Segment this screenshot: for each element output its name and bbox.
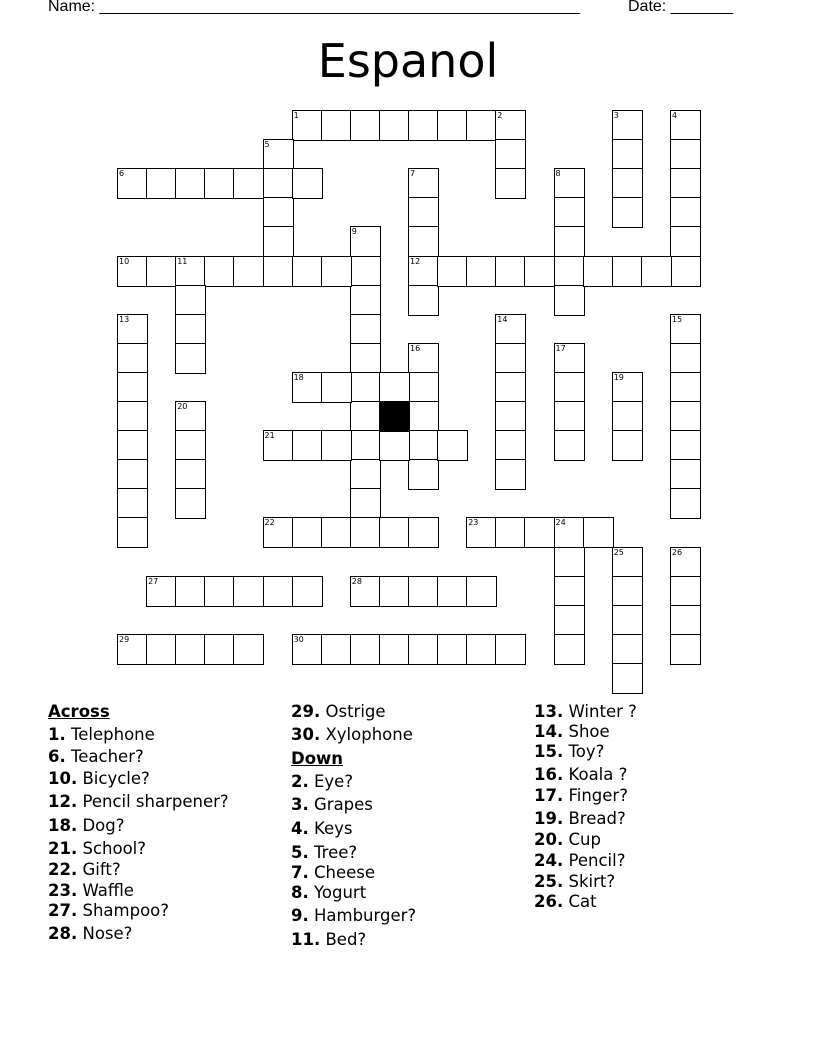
clue-text: Pencil sharpener?	[77, 792, 229, 811]
clue-number-label: 26.	[534, 892, 564, 911]
clue-item	[48, 769, 150, 788]
grid-cell[interactable]	[495, 372, 526, 403]
grid-cell[interactable]	[321, 110, 352, 141]
grid-cell[interactable]	[495, 459, 526, 490]
clue-text: Tree?	[308, 843, 358, 862]
grid-cell[interactable]	[437, 256, 468, 287]
clue-number-label: 7.	[291, 863, 309, 882]
clue-number-label: 18.	[48, 816, 78, 835]
clue-item	[48, 839, 146, 858]
clue-item	[534, 809, 626, 828]
grid-cell[interactable]	[379, 430, 410, 461]
grid-cell[interactable]	[263, 197, 294, 228]
grid-cell[interactable]	[554, 430, 585, 461]
grid-cell[interactable]	[495, 517, 526, 548]
grid-cell[interactable]	[408, 226, 439, 257]
clue-number: 26	[671, 547, 683, 557]
clue-number-label: 29.	[291, 702, 321, 721]
clue-number: 27	[148, 576, 159, 586]
clue-number-label: 2.	[291, 772, 309, 791]
grid-cell[interactable]	[408, 401, 439, 432]
grid-cell[interactable]	[670, 547, 701, 578]
grid-cell[interactable]	[117, 401, 148, 432]
grid-cell[interactable]	[350, 110, 381, 141]
grid-cell[interactable]	[117, 343, 148, 374]
grid-cell[interactable]	[612, 605, 643, 636]
grid-cell[interactable]	[175, 576, 206, 607]
grid-cell[interactable]	[495, 139, 526, 170]
grid-cell[interactable]	[117, 430, 148, 461]
clue-number-label: 11.	[291, 930, 321, 949]
grid-cell[interactable]	[670, 343, 701, 374]
clue-number: 24	[555, 518, 566, 528]
grid-cell[interactable]	[554, 285, 585, 316]
grid-cell[interactable]	[612, 110, 643, 141]
clue-text: Pencil?	[563, 851, 626, 870]
grid-cell[interactable]	[350, 314, 381, 345]
clue-text: Shoe	[563, 722, 610, 741]
clue-item	[291, 863, 375, 882]
grid-cell[interactable]	[175, 459, 206, 490]
clue-number-label: 21.	[48, 839, 78, 858]
grid-cell[interactable]	[524, 517, 555, 548]
grid-cell[interactable]	[554, 605, 585, 636]
grid-cell[interactable]	[292, 110, 323, 141]
grid-cell[interactable]	[117, 168, 148, 199]
grid-cell[interactable]	[495, 314, 526, 345]
clue-number-label: 25.	[534, 872, 564, 891]
grid-cell[interactable]	[670, 226, 701, 257]
grid-cell[interactable]	[408, 197, 439, 228]
grid-cell[interactable]	[321, 430, 352, 461]
clue-text: Grapes	[308, 795, 373, 814]
clue-item	[291, 906, 416, 925]
grid-cell[interactable]	[408, 285, 439, 316]
grid-cell[interactable]	[175, 285, 206, 316]
grid-cell[interactable]	[321, 256, 352, 287]
grid-cell[interactable]	[554, 576, 585, 607]
clue-number: 16	[410, 343, 421, 353]
clue-number: 10	[119, 256, 130, 266]
clue-text: Dog?	[77, 816, 125, 835]
grid-cell[interactable]	[175, 488, 206, 519]
clue-number: 1	[293, 111, 299, 120]
grid-cell[interactable]	[670, 139, 701, 170]
grid-cell[interactable]	[350, 343, 381, 374]
grid-cell[interactable]	[670, 256, 701, 287]
clue-text: Bread?	[563, 809, 626, 828]
clue-number: 9	[351, 227, 357, 237]
grid-cell[interactable]	[612, 168, 643, 199]
grid-cell[interactable]	[321, 372, 352, 403]
grid-cell[interactable]	[292, 576, 323, 607]
grid-cell[interactable]	[204, 634, 235, 665]
grid-cell[interactable]	[175, 256, 206, 287]
grid-cell[interactable]	[670, 488, 701, 519]
clue-number: 19	[613, 372, 624, 382]
grid-cell[interactable]	[233, 576, 264, 607]
grid-cell[interactable]	[233, 168, 264, 199]
grid-cell[interactable]	[670, 430, 701, 461]
grid-cell[interactable]	[466, 634, 497, 665]
grid-cell[interactable]	[495, 168, 526, 199]
clue-item	[48, 924, 132, 943]
grid-cell[interactable]	[408, 459, 439, 490]
grid-cell[interactable]	[612, 576, 643, 607]
grid-cell[interactable]	[524, 256, 555, 287]
clue-number: 11	[177, 256, 188, 266]
grid-cell[interactable]	[495, 256, 526, 287]
grid-cell[interactable]	[175, 634, 206, 665]
grid-cell[interactable]	[670, 314, 701, 345]
grid-cell[interactable]	[350, 576, 381, 607]
grid-cell[interactable]	[117, 256, 148, 287]
clue-item	[534, 786, 628, 805]
clue-item	[48, 901, 169, 920]
grid-cell[interactable]	[350, 634, 381, 665]
grid-cell[interactable]	[233, 634, 264, 665]
clue-number-label: 20.	[534, 830, 564, 849]
grid-cell[interactable]	[233, 256, 264, 287]
clue-number: 5	[264, 140, 270, 150]
clue-item	[291, 795, 373, 814]
clue-number: 13	[119, 314, 130, 324]
grid-cell[interactable]	[350, 256, 381, 287]
grid-cell[interactable]	[350, 517, 381, 548]
grid-cell[interactable]	[350, 226, 381, 257]
grid-cell[interactable]	[263, 256, 294, 287]
grid-cell[interactable]	[612, 634, 643, 665]
name-field-label[interactable]: Name: ______________________________________________________	[48, 0, 581, 15]
grid-cell[interactable]	[670, 401, 701, 432]
clue-number: 17	[555, 343, 566, 353]
grid-cell[interactable]	[437, 430, 468, 461]
clue-number-label: 23.	[48, 881, 78, 900]
grid-cell[interactable]	[612, 197, 643, 228]
clue-number: 6	[119, 169, 125, 179]
clue-number-label: 9.	[291, 906, 309, 925]
grid-cell[interactable]	[554, 226, 585, 257]
clue-text: Keys	[308, 819, 353, 838]
grid-cell[interactable]	[466, 576, 497, 607]
grid-cell[interactable]	[175, 314, 206, 345]
clue-number-label: 28.	[48, 924, 78, 943]
clue-item	[291, 702, 386, 721]
grid-cell[interactable]	[554, 547, 585, 578]
clue-text: Bed?	[320, 930, 367, 949]
grid-cell[interactable]	[350, 430, 381, 461]
grid-cell[interactable]	[292, 430, 323, 461]
clue-item	[534, 722, 610, 741]
grid-cell[interactable]	[612, 372, 643, 403]
clue-text: Winter ?	[563, 702, 637, 721]
grid-cell[interactable]	[466, 256, 497, 287]
clue-number-label: 16.	[534, 765, 564, 784]
clue-number-label: 4.	[291, 819, 309, 838]
clue-text: Skirt?	[563, 872, 616, 891]
clue-item	[534, 702, 637, 721]
grid-cell[interactable]	[175, 401, 206, 432]
clue-text: Eye?	[308, 772, 354, 791]
grid-cell[interactable]	[379, 110, 410, 141]
clue-number-label: 3.	[291, 795, 309, 814]
grid-cell[interactable]	[495, 401, 526, 432]
grid-cell[interactable]	[670, 197, 701, 228]
clue-text: Waffle	[77, 881, 134, 900]
clue-number: 12	[410, 256, 421, 266]
grid-cell[interactable]	[408, 372, 439, 403]
puzzle-title: Espanol	[317, 34, 499, 88]
grid-cell[interactable]	[466, 110, 497, 141]
clue-number-label: 27.	[48, 901, 78, 920]
grid-cell[interactable]	[612, 256, 643, 287]
clue-text: School?	[77, 839, 147, 858]
grid-cell[interactable]	[263, 576, 294, 607]
grid-cell[interactable]	[670, 168, 701, 199]
clue-text: Yogurt	[308, 883, 367, 902]
grid-cell[interactable]	[670, 605, 701, 636]
grid-cell[interactable]	[204, 256, 235, 287]
grid-cell[interactable]	[495, 343, 526, 374]
grid-cell[interactable]	[612, 401, 643, 432]
clue-text: Nose?	[77, 924, 133, 943]
clue-text: Hamburger?	[308, 906, 417, 925]
grid-cell[interactable]	[263, 430, 294, 461]
grid-cell[interactable]	[263, 517, 294, 548]
grid-cell[interactable]	[263, 168, 294, 199]
grid-cell[interactable]	[146, 634, 177, 665]
clue-item	[534, 742, 604, 761]
black-square	[379, 401, 410, 432]
grid-cell[interactable]	[554, 197, 585, 228]
clue-text: Ostrige	[320, 702, 386, 721]
grid-cell[interactable]	[466, 517, 497, 548]
clue-item	[48, 881, 134, 900]
grid-cell[interactable]	[408, 256, 439, 287]
clue-number: 23	[468, 518, 479, 528]
clue-number: 3	[613, 111, 619, 120]
grid-cell[interactable]	[321, 634, 352, 665]
clue-text: Cheese	[308, 863, 376, 882]
grid-cell[interactable]	[204, 576, 235, 607]
clue-number-label: 19.	[534, 809, 564, 828]
clue-item	[534, 851, 625, 870]
clue-number: 18	[293, 372, 304, 382]
grid-cell[interactable]	[670, 110, 701, 141]
grid-cell[interactable]	[350, 285, 381, 316]
clue-item	[534, 765, 627, 784]
grid-cell[interactable]	[408, 343, 439, 374]
clue-text: Gift?	[77, 860, 121, 879]
grid-cell[interactable]	[350, 459, 381, 490]
clue-text: Xylophone	[320, 725, 413, 744]
grid-cell[interactable]	[408, 168, 439, 199]
clue-text: Cup	[563, 830, 601, 849]
grid-cell[interactable]	[495, 110, 526, 141]
clue-number: 22	[264, 518, 275, 528]
grid-cell[interactable]	[117, 488, 148, 519]
grid-cell[interactable]	[612, 663, 643, 694]
grid-cell[interactable]	[263, 139, 294, 170]
grid-cell[interactable]	[175, 343, 206, 374]
grid-cell[interactable]	[408, 634, 439, 665]
clue-heading: Across	[48, 702, 110, 721]
grid-cell[interactable]	[175, 430, 206, 461]
clue-text: Koala ?	[563, 765, 628, 784]
grid-cell[interactable]	[408, 430, 439, 461]
clue-number: 14	[497, 314, 508, 324]
clue-text: Telephone	[65, 725, 155, 744]
clue-number: 28	[351, 576, 362, 586]
grid-cell[interactable]	[379, 372, 410, 403]
clue-number-label: 30.	[291, 725, 321, 744]
grid-cell[interactable]	[379, 517, 410, 548]
clue-item	[291, 883, 366, 902]
grid-cell[interactable]	[554, 401, 585, 432]
clue-item	[534, 892, 597, 911]
grid-cell[interactable]	[612, 139, 643, 170]
grid-cell[interactable]	[408, 576, 439, 607]
grid-cell[interactable]	[292, 634, 323, 665]
grid-cell[interactable]	[321, 517, 352, 548]
grid-cell[interactable]	[670, 634, 701, 665]
clue-number-label: 8.	[291, 883, 309, 902]
grid-cell[interactable]	[554, 256, 585, 287]
grid-cell[interactable]	[117, 517, 148, 548]
grid-cell[interactable]	[554, 634, 585, 665]
grid-cell[interactable]	[437, 110, 468, 141]
clue-number: 21	[264, 431, 275, 441]
clue-item	[534, 830, 601, 849]
date-field-label[interactable]: Date: _______	[628, 0, 733, 15]
clue-number-label: 1.	[48, 725, 66, 744]
grid-cell[interactable]	[554, 372, 585, 403]
grid-cell[interactable]	[554, 168, 585, 199]
grid-cell[interactable]	[350, 372, 381, 403]
grid-cell[interactable]	[437, 634, 468, 665]
clue-item	[291, 819, 353, 838]
grid-cell[interactable]	[554, 517, 585, 548]
clue-number-label: 5.	[291, 843, 309, 862]
grid-cell[interactable]	[379, 634, 410, 665]
grid-cell[interactable]	[146, 576, 177, 607]
grid-cell[interactable]	[117, 459, 148, 490]
clue-number-label: 12.	[48, 792, 78, 811]
clue-number-label: 17.	[534, 786, 564, 805]
clue-text: Teacher?	[65, 747, 144, 766]
clue-number: 15	[671, 314, 683, 324]
clue-item	[48, 860, 121, 879]
grid-cell[interactable]	[583, 256, 614, 287]
grid-cell[interactable]	[117, 372, 148, 403]
grid-cell[interactable]	[583, 517, 614, 548]
clue-number-label: 10.	[48, 769, 78, 788]
grid-cell[interactable]	[408, 110, 439, 141]
clue-heading: Down	[291, 749, 344, 768]
clue-number-label: 15.	[534, 742, 564, 761]
grid-cell[interactable]	[292, 168, 323, 199]
grid-cell[interactable]	[263, 226, 294, 257]
grid-cell[interactable]	[670, 372, 701, 403]
grid-cell[interactable]	[554, 343, 585, 374]
grid-cell[interactable]	[670, 459, 701, 490]
clue-number: 4	[671, 111, 677, 120]
grid-cell[interactable]	[641, 256, 672, 287]
clue-text: Toy?	[563, 742, 605, 761]
clue-text: Cat	[563, 892, 597, 911]
clue-text: Bicycle?	[77, 769, 150, 788]
clue-number-label: 14.	[534, 722, 564, 741]
clue-number: 7	[410, 169, 416, 179]
clue-item	[291, 843, 357, 862]
grid-cell[interactable]	[175, 168, 206, 199]
grid-cell[interactable]	[495, 430, 526, 461]
clue-number-label: 24.	[534, 851, 564, 870]
clue-number: 25	[613, 547, 624, 557]
clue-item	[48, 816, 125, 835]
grid-cell[interactable]	[292, 372, 323, 403]
grid-cell[interactable]	[437, 576, 468, 607]
grid-cell[interactable]	[292, 517, 323, 548]
grid-cell[interactable]	[117, 314, 148, 345]
grid-cell[interactable]	[204, 168, 235, 199]
clue-item	[291, 725, 413, 744]
clue-item	[534, 872, 615, 891]
grid-cell[interactable]	[146, 168, 177, 199]
grid-cell[interactable]	[146, 256, 177, 287]
grid-cell[interactable]	[495, 634, 526, 665]
clue-number-label: 22.	[48, 860, 78, 879]
grid-cell[interactable]	[350, 488, 381, 519]
grid-cell[interactable]	[379, 576, 410, 607]
clue-text: Shampoo?	[77, 901, 170, 920]
grid-cell[interactable]	[670, 576, 701, 607]
clue-item	[48, 747, 144, 766]
clue-number: 2	[497, 111, 503, 120]
clue-number: 30	[293, 634, 304, 644]
clue-item	[291, 772, 353, 791]
clue-item	[48, 792, 229, 811]
clue-number: 8	[555, 169, 561, 179]
grid-cell[interactable]	[408, 517, 439, 548]
grid-cell[interactable]	[612, 547, 643, 578]
grid-cell[interactable]	[350, 401, 381, 432]
grid-cell[interactable]	[612, 430, 643, 461]
clue-number: 29	[119, 634, 130, 644]
clue-text: Finger?	[563, 786, 628, 805]
clue-item	[48, 725, 155, 744]
clue-number-label: 6.	[48, 747, 66, 766]
clue-number: 20	[177, 402, 188, 411]
clue-item	[291, 930, 366, 949]
grid-cell[interactable]	[117, 634, 148, 665]
grid-cell[interactable]	[292, 256, 323, 287]
clue-number-label: 13.	[534, 702, 564, 721]
